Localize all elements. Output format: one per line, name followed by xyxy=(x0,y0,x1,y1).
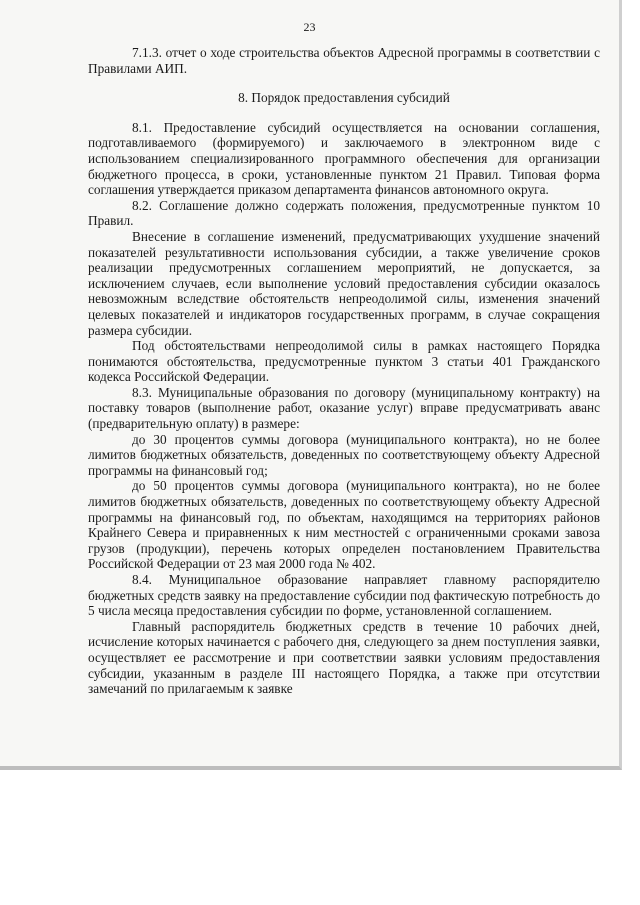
paragraph: Внесение в соглашение изменений, предусматривающих ухудшение значений показателей результативности использования субсидии, а также увеличение сроков реализации предусмотренных соглашением мероприятий, не допускается, за исключением случаев, если выполнение условий предоставления субсидии оказалось невозможным вследствие обстоятельств непреодолимой силы, изменения значений целевых показателей и индикаторов государственных программ, в случае сокращения размера субсидии. xyxy=(88,228,600,338)
paragraph: до 30 процентов суммы договора (муниципального контракта), но не более лимитов бюджетных обязательств, доведенных по соответствующему объекту Адресной программы на финансовый год; xyxy=(88,431,600,478)
paragraph: 8.1. Предоставление субсидий осуществляется на основании соглашения, подготавливаемого (формируемого) и заключаемого в электронном виде с использованием специализированного программного обеспечения для организации бюджетного процесса, в сроки, установленные пунктом 21 Правил. Типовая форма соглашения утверждается приказом департамента финансов автономного округа. xyxy=(88,119,600,198)
document-body xyxy=(88,45,600,697)
section-heading: 8. Порядок предоставления субсидий xyxy=(238,90,450,106)
paragraph: Главный распорядитель бюджетных средств в течение 10 рабочих дней, исчисление которых начинается с рабочего дня, следующего за днем поступления заявки, осуществляет ее рассмотрение и при соответствии заявки условиям предоставления субсидии, указанным в разделе III настоящего Порядка, а также при отсутствии замечаний по прилагаемым к заявке xyxy=(88,618,600,697)
paragraph: Под обстоятельствами непреодолимой силы в рамках настоящего Порядка понимаются обстоятельства, предусмотренные пунктом 3 статьи 401 Гражданского кодекса Российской Федерации. xyxy=(88,338,600,385)
paragraph: до 50 процентов суммы договора (муниципального контракта), но не более лимитов бюджетных обязательств, доведенных по соответствующему объекту Адресной программы на финансовый год, по объектам, находящимся на территориях районов Крайнего Севера и приравненных к ним местностей с ограниченными сроками завоза грузов (продукции), перечень которых определен постановлением Правительства Российской Федерации от 23 мая 2000 года № 402. xyxy=(88,478,600,572)
paragraph: 7.1.3. отчет о ходе строительства объектов Адресной программы в соответствии с Правилами АИП. xyxy=(88,45,600,76)
paragraph: 8.3. Муниципальные образования по договору (муниципальному контракту) на поставку товаров (выполнение работ, оказание услуг) вправе предусматривать аванс (предварительную оплату) в размере: xyxy=(88,384,600,432)
paragraph: 8.4. Муниципальное образование направляет главному распорядителю бюджетных средств заявку на предоставление субсидии под фактическую потребность до 5 числа месяца предоставления субсидии по форме, установленной соглашением. xyxy=(88,572,600,619)
page-number: 23 xyxy=(303,20,316,34)
paragraph: 8.2. Соглашение должно содержать положения, предусмотренные пунктом 10 Правил. xyxy=(88,197,600,229)
